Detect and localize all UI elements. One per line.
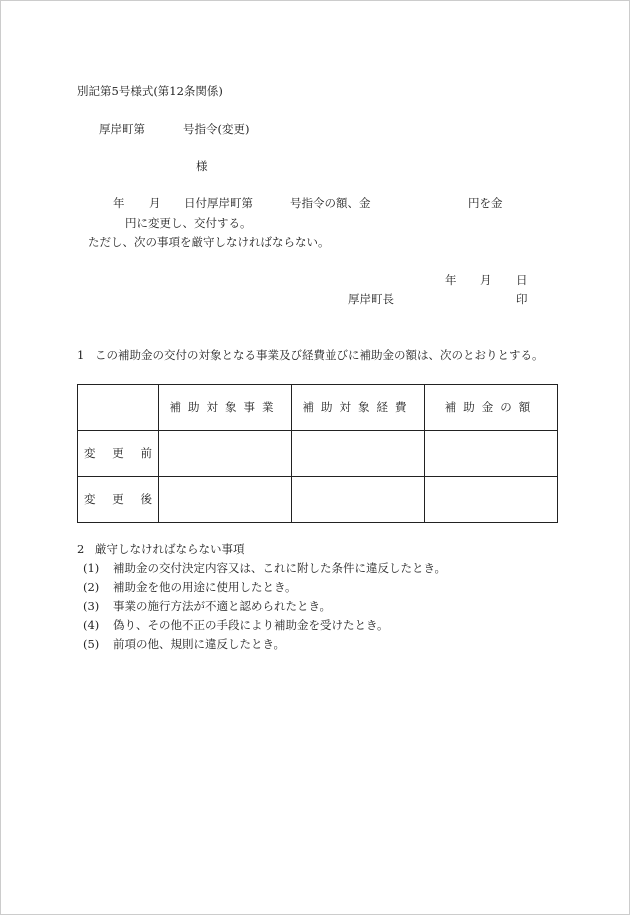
- directive-title-prefix: 厚岸町第: [99, 122, 145, 136]
- item-number: (1): [83, 561, 100, 575]
- body-amount-phrase: 号指令の額、金: [290, 196, 371, 210]
- body-to-amount: 円を金: [468, 196, 503, 210]
- item-number: (2): [83, 580, 100, 594]
- table-row: [78, 431, 558, 477]
- section1-text: この補助金の交付の対象となる事業及び経費並びに補助金の額は、次のとおりとする。: [95, 348, 544, 362]
- form-label: 別記第5号様式(第12条関係): [77, 84, 223, 98]
- addressee-suffix: 様: [196, 159, 208, 173]
- sign-year: 年: [445, 273, 457, 287]
- directive-title-suffix: 号指令(変更): [183, 122, 250, 136]
- item-number: (4): [83, 618, 100, 632]
- seal-mark: 印: [516, 292, 528, 306]
- sign-month: 月: [480, 273, 492, 287]
- table-cell: [425, 477, 558, 523]
- list-item: 補助金を他の用途に使用したとき。: [113, 580, 297, 594]
- header-grant-amount: 補助金の額: [425, 385, 558, 431]
- header-target-project: 補助対象事業: [159, 385, 292, 431]
- body-date-ref: 日付厚岸町第: [184, 196, 253, 210]
- sign-day: 日: [516, 273, 528, 287]
- list-item: 偽り、その他不正の手段により補助金を受けたとき。: [113, 618, 389, 632]
- table-corner-cell: [78, 385, 159, 431]
- list-item: 補助金の交付決定内容又は、これに附した条件に違反したとき。: [113, 561, 447, 575]
- body-proviso: ただし、次の事項を厳守しなければならない。: [88, 235, 330, 249]
- table-cell: [425, 431, 558, 477]
- table-cell: [292, 431, 425, 477]
- body-change-phrase: 円に変更し、交付する。: [125, 216, 252, 230]
- list-item: 事業の施行方法が不適と認められたとき。: [113, 599, 332, 613]
- mayor-title: 厚岸町長: [348, 292, 394, 306]
- section2-number: 2: [77, 542, 85, 556]
- table-cell: [159, 431, 292, 477]
- item-number: (3): [83, 599, 100, 613]
- table-cell: [159, 477, 292, 523]
- table-header-row: [78, 385, 558, 431]
- item-number: (5): [83, 637, 100, 651]
- section2-heading: 厳守しなければならない事項: [95, 542, 245, 556]
- row-label-after: 変更後: [78, 477, 159, 523]
- grant-table: [77, 384, 558, 523]
- body-year: 年: [113, 196, 125, 210]
- header-target-expense: 補助対象経費: [292, 385, 425, 431]
- row-label-before: 変更前: [78, 431, 159, 477]
- list-item: 前項の他、規則に違反したとき。: [113, 637, 286, 651]
- section1-number: 1: [77, 348, 85, 362]
- table-cell: [292, 477, 425, 523]
- table-row: [78, 477, 558, 523]
- body-month: 月: [149, 196, 161, 210]
